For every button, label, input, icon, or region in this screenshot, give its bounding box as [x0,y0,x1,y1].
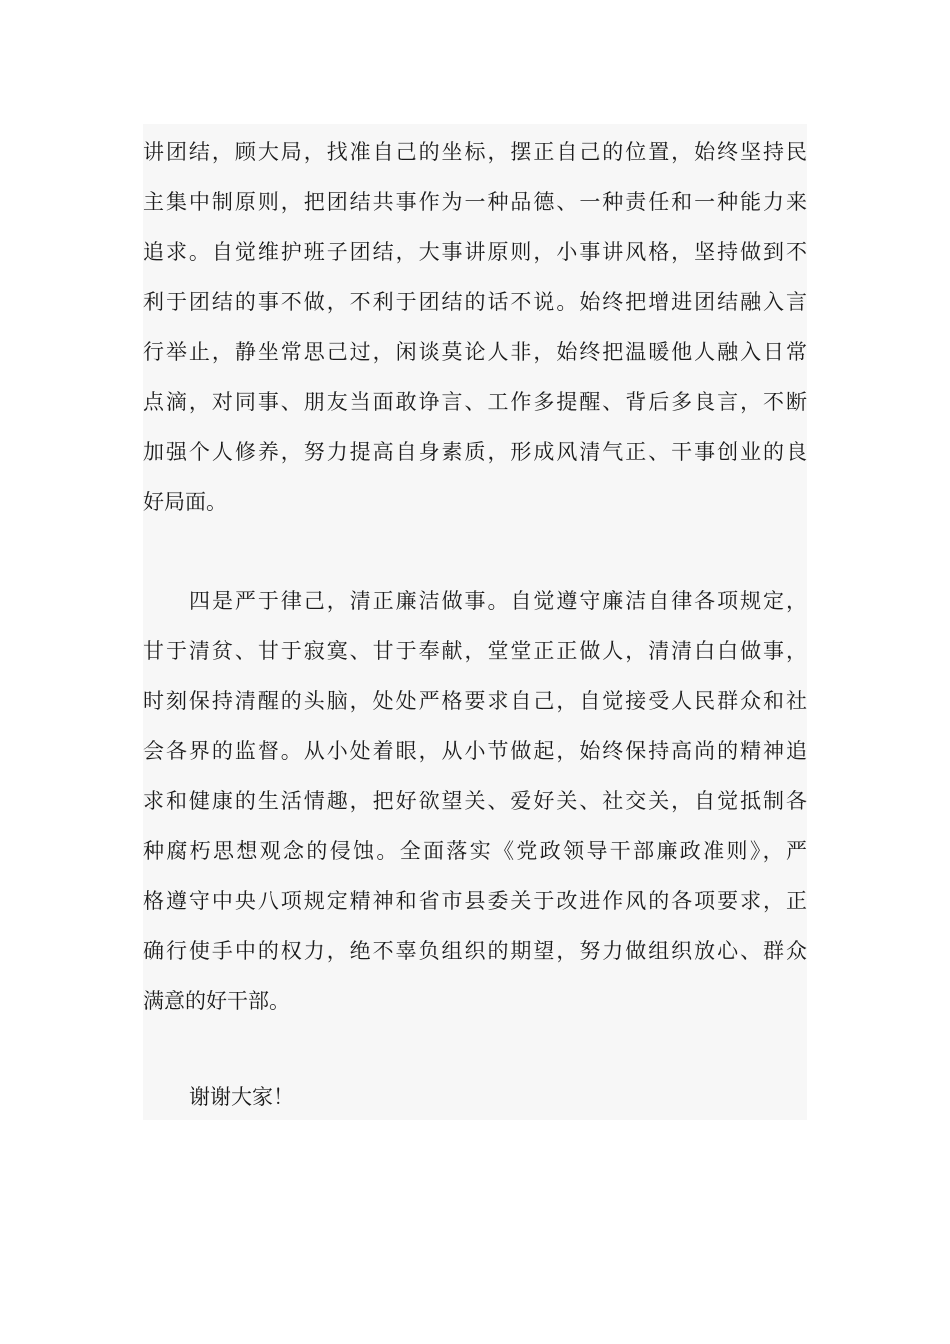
paragraph-integrity [143,576,807,1026]
text-line: 利于团结的事不做，不利于团结的话不说。始终把增进团结融入言 [143,290,807,314]
text-line: 好局面。 [143,490,227,514]
text-line: 加强个人修养，努力提高自身素质，形成风清气正、干事创业的良 [143,440,807,464]
text-line: 会各界的监督。从小处着眼，从小节做起，始终保持高尚的精神追 [143,739,807,763]
text-line: 满意的好干部。 [143,989,290,1013]
text-line: 格遵守中央八项规定精神和省市县委关于改进作风的各项要求，正 [143,889,807,913]
text-line: 追求。自觉维护班子团结，大事讲原则，小事讲风格，坚持做到不 [143,240,807,264]
text-line: 四是严于律己，清正廉洁做事。自觉遵守廉洁自律各项规定， [189,589,807,613]
text-line: 种腐朽思想观念的侵蚀。全面落实《党政领导干部廉政准则》，严 [143,839,807,863]
text-line: 主集中制原则，把团结共事作为一种品德、一种责任和一种能力来 [143,190,807,214]
text-line: 求和健康的生活情趣，把好欲望关、爱好关、社交关，自觉抵制各 [143,789,807,813]
text-line: 点滴，对同事、朋友当面敢诤言、工作多提醒、背后多良言，不断 [143,390,807,414]
text-line: 讲团结，顾大局，找准自己的坐标，摆正自己的位置，始终坚持民 [143,140,807,164]
text-line: 时刻保持清醒的头脑，处处严格要求自己，自觉接受人民群众和社 [143,689,807,713]
paragraph-closing [143,1072,807,1122]
document-text-block [143,124,807,1120]
closing-line: 谢谢大家！ [189,1085,294,1109]
paragraph-unity [143,127,807,527]
text-line: 行举止，静坐常思己过，闲谈莫论人非，始终把温暖他人融入日常 [143,340,807,364]
text-line: 确行使手中的权力，绝不辜负组织的期望，努力做组织放心、群众 [143,939,807,963]
text-line: 甘于清贫、甘于寂寞、甘于奉献，堂堂正正做人，清清白白做事， [143,639,807,663]
